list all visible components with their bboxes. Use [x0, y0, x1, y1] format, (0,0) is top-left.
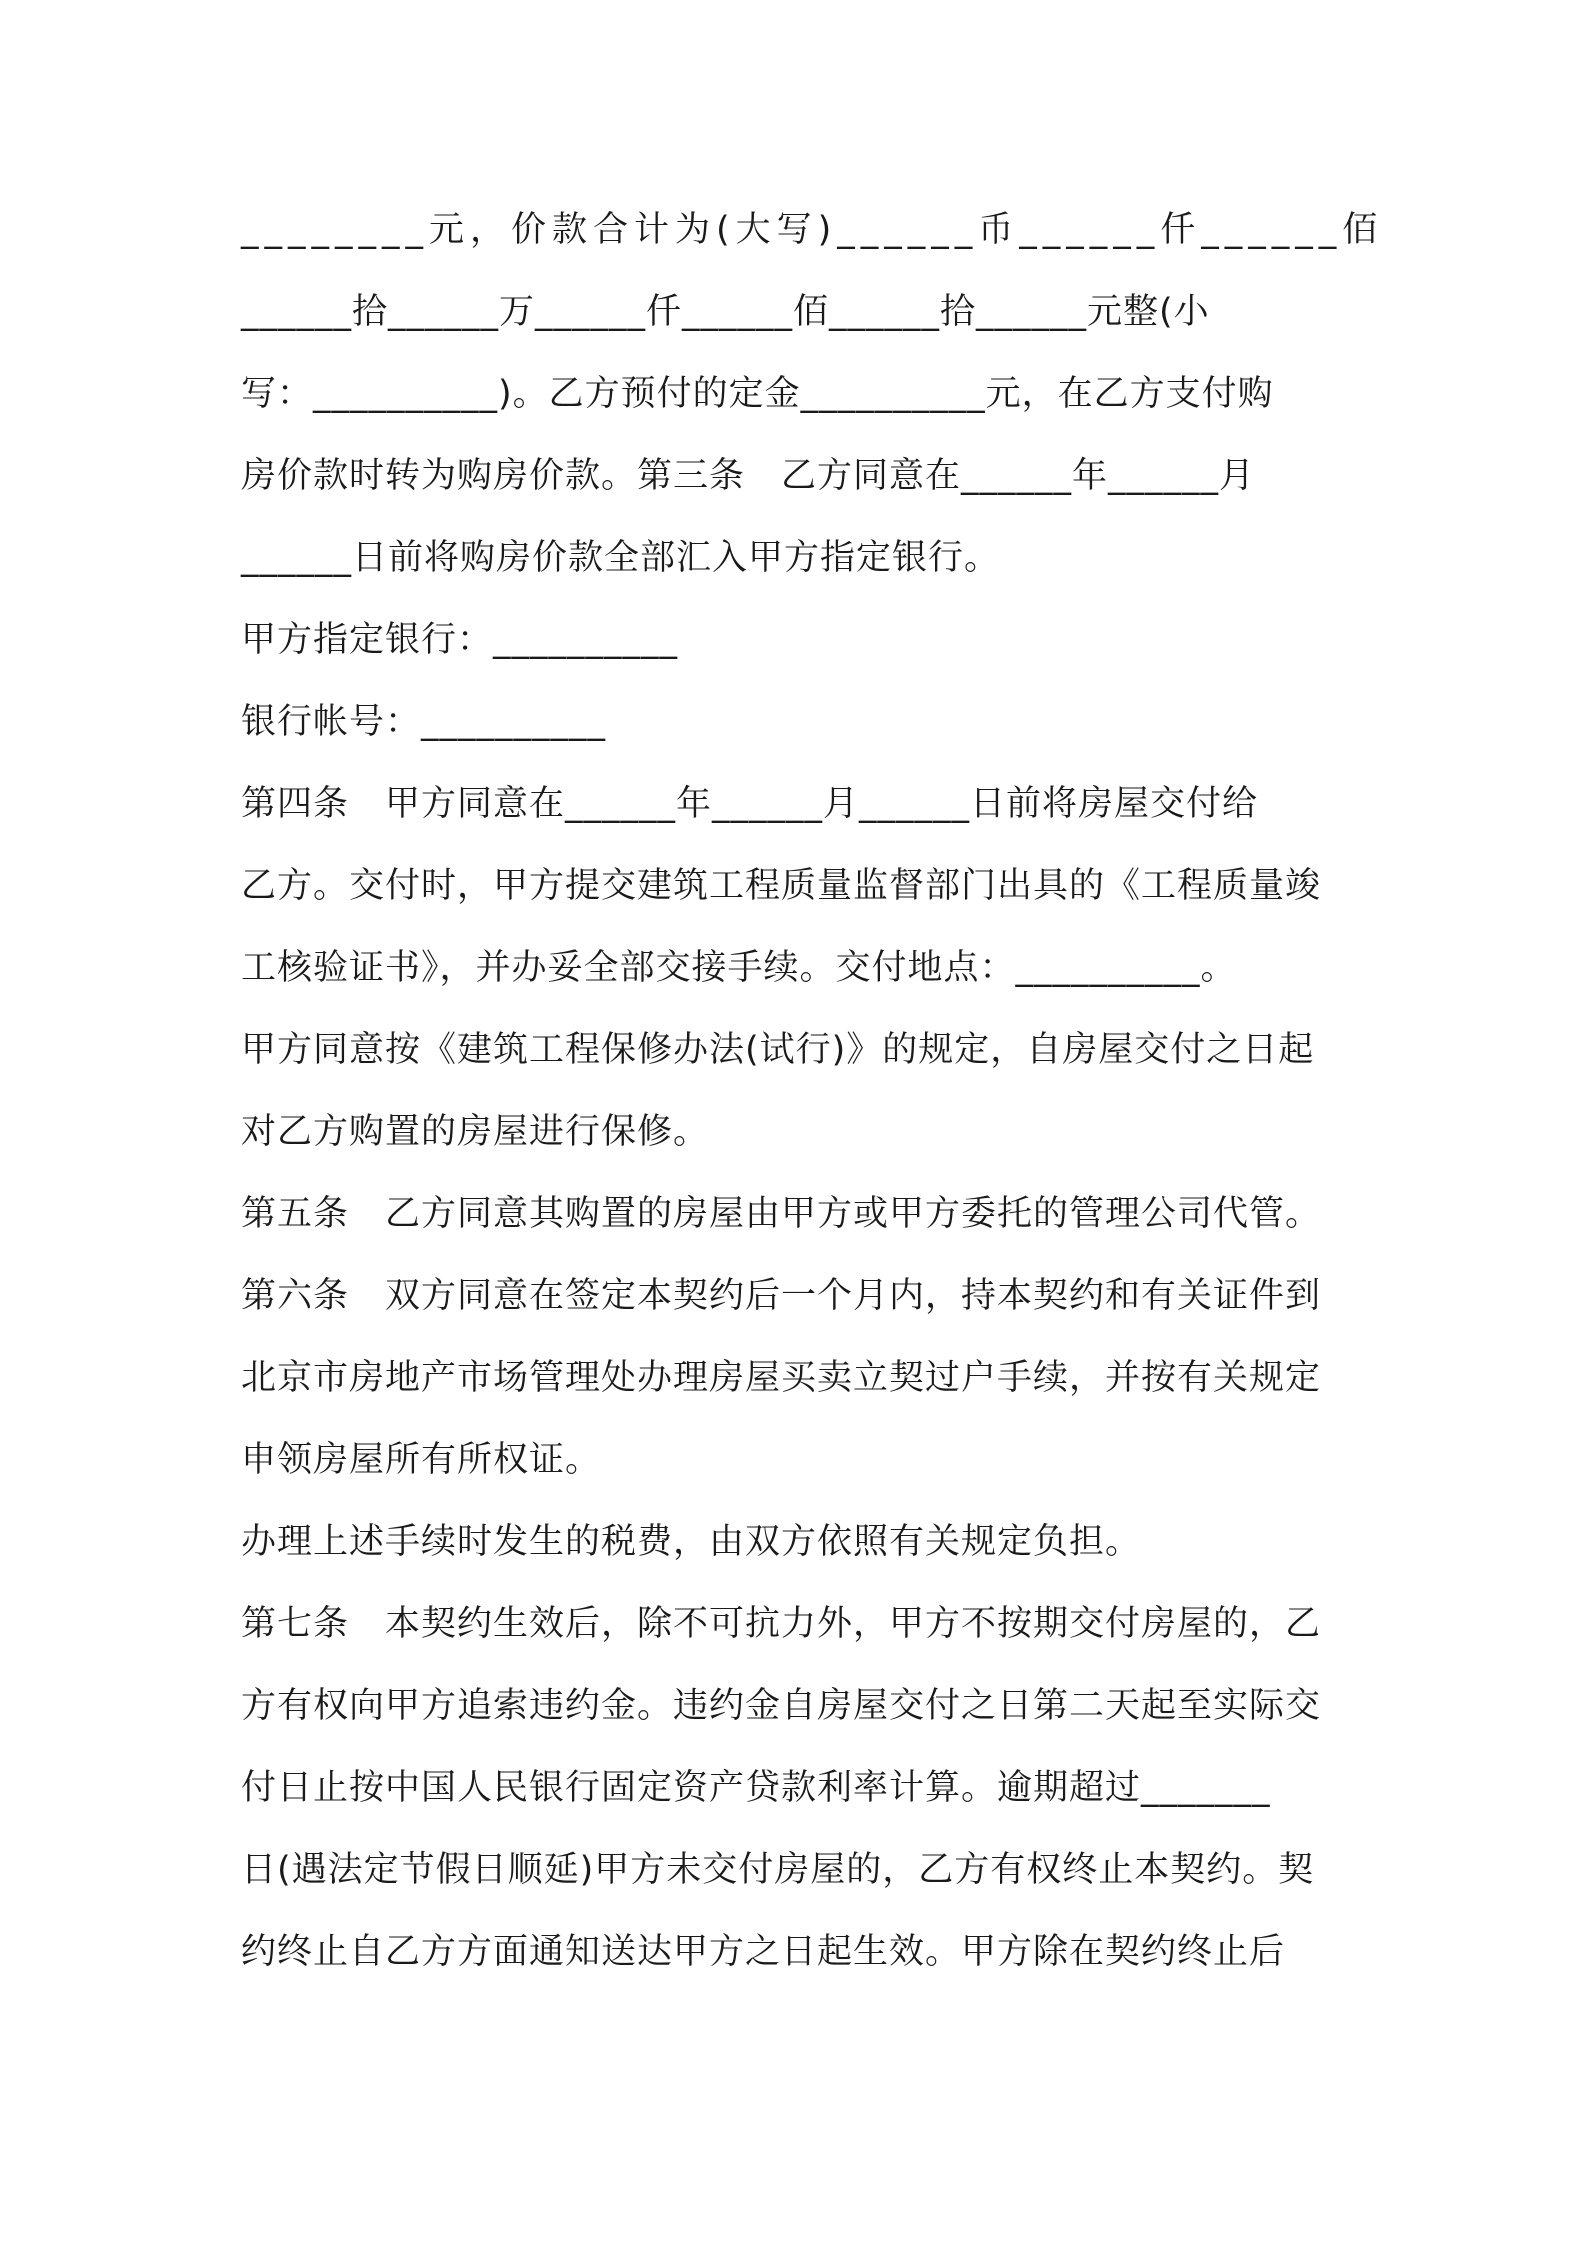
text-line: 第六条 双方同意在签定本契约后一个月内，持本契约和有关证件到: [241, 1276, 1322, 1316]
text-line: 第五条 乙方同意其购置的房屋由甲方或甲方委托的管理公司代管。: [241, 1194, 1322, 1234]
text-line: ______日前将购房价款全部汇入甲方指定银行。: [241, 538, 1001, 578]
text-line: 付日止按中国人民银行固定资产贷款利率计算。逾期超过_______: [241, 1768, 1271, 1808]
text-line: 房价款时转为购房价款。第三条 乙方同意在______年______月: [241, 456, 1256, 496]
text-line: 日(遇法定节假日顺延)甲方未交付房屋的，乙方有权终止本契约。契: [241, 1850, 1315, 1890]
text-line: 乙方。交付时，甲方提交建筑工程质量监督部门出具的《工程质量竣: [241, 866, 1322, 906]
text-line: 北京市房地产市场管理处办理房屋买卖立契过户手续，并按有关规定: [241, 1358, 1322, 1398]
text-line: ________元，价款合计为(大写)______币______仟______佰: [241, 210, 1384, 250]
text-line: 对乙方购置的房屋进行保修。: [241, 1112, 710, 1152]
text-line: ______拾______万______仟______佰______拾______元整(小: [241, 292, 1210, 332]
text-line: 方有权向甲方追索违约金。违约金自房屋交付之日第二天起至实际交: [241, 1686, 1322, 1726]
text-line: 甲方指定银行：__________: [241, 620, 679, 660]
text-line: 申领房屋所有所权证。: [241, 1440, 602, 1480]
text-line: 工核验证书》，并办妥全部交接手续。交付地点：__________。: [241, 948, 1237, 988]
text-line: 第四条 甲方同意在______年______月______日前将房屋交付给: [241, 784, 1259, 824]
text-line: 写：__________)。乙方预付的定金__________元，在乙方支付购: [241, 374, 1274, 414]
text-line: 约终止自乙方方面通知送达甲方之日起生效。甲方除在契约终止后: [241, 1932, 1286, 1972]
text-line: 银行帐号：__________: [241, 702, 607, 742]
text-line: 第七条 本契约生效后，除不可抗力外，甲方不按期交付房屋的，乙: [241, 1604, 1322, 1644]
text-line: 办理上述手续时发生的税费，由双方依照有关规定负担。: [241, 1522, 1142, 1562]
text-line: 甲方同意按《建筑工程保修办法(试行)》的规定，自房屋交付之日起: [241, 1030, 1315, 1070]
